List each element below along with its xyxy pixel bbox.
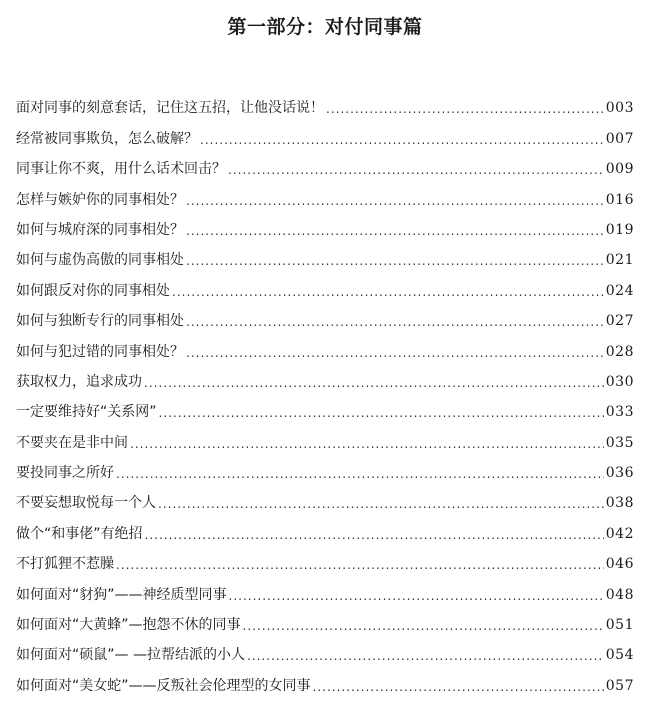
toc-page-number: 042 [605, 525, 634, 542]
toc-entry [16, 542, 634, 572]
page-title: 第一部分：对付同事篇 [227, 16, 423, 38]
toc-entry [16, 603, 634, 633]
toc-page-number: 033 [605, 404, 634, 421]
toc-entry [16, 147, 634, 177]
toc-page-number: 038 [605, 495, 634, 512]
toc-entry [16, 572, 634, 602]
toc-entry [16, 451, 634, 481]
dot-leader [313, 680, 604, 694]
toc-entry-title: 如何跟反对你的同事相处 [16, 282, 170, 299]
dot-leader [247, 649, 604, 663]
toc-entry-title: 不打狐狸不惹臊 [16, 556, 114, 573]
dot-leader [186, 224, 604, 238]
toc-entry [16, 633, 634, 663]
toc-entry [16, 511, 634, 541]
toc-page-number: 030 [605, 373, 634, 390]
dot-leader [186, 194, 604, 208]
toc-entry-title: 做个“和事佬”有绝招 [16, 525, 143, 542]
toc-entry [16, 299, 634, 329]
toc-entry-title: 如何与犯过错的同事相处？ [16, 343, 184, 360]
toc-page-number: 035 [605, 434, 634, 451]
toc-entry-title: 如何面对“大黄蜂”—抱怨不休的同事 [16, 617, 241, 634]
dot-leader [172, 285, 604, 299]
toc-entry-title: 要投同事之所好 [16, 465, 114, 482]
toc-entry [16, 86, 634, 116]
toc-entry-title: 如何面对“豺狗”——神经质型同事 [16, 586, 227, 603]
toc-entry-title: 如何与城府深的同事相处？ [16, 221, 184, 238]
dot-leader [158, 497, 604, 511]
dot-leader [229, 589, 604, 603]
dot-leader [130, 437, 604, 451]
toc-entry-title: 同事让你不爽，用什么话术回击？ [16, 161, 226, 178]
toc-entry-title: 如何面对“美女蛇”——反叛社会伦理型的女同事 [16, 677, 311, 694]
toc-entry [16, 360, 634, 390]
table-of-contents [16, 86, 634, 694]
toc-entry [16, 420, 634, 450]
toc-page-number: 048 [605, 586, 634, 603]
toc-page-number: 046 [605, 556, 634, 573]
toc-entry-title: 怎样与嫉妒你的同事相处？ [16, 191, 184, 208]
dot-leader [186, 254, 604, 268]
toc-page-number: 016 [605, 191, 634, 208]
toc-entry [16, 208, 634, 238]
toc-page-number: 021 [605, 252, 634, 269]
dot-leader [159, 406, 604, 420]
toc-page-number: 027 [605, 313, 634, 330]
toc-entry-title: 获取权力，追求成功 [16, 373, 142, 390]
toc-entry-title: 不要妄想取悦每一个人 [16, 495, 156, 512]
toc-page-number: 057 [605, 677, 634, 694]
toc-page-number: 019 [605, 221, 634, 238]
toc-entry-title: 如何与虚伪高傲的同事相处 [16, 252, 184, 269]
dot-leader [145, 528, 604, 542]
toc-entry-title: 一定要维持好“关系网” [16, 404, 157, 421]
toc-page-number: 051 [605, 617, 634, 634]
dot-leader [116, 467, 604, 481]
dot-leader [200, 133, 604, 147]
toc-entry [16, 116, 634, 146]
dot-leader [326, 102, 604, 116]
toc-entry [16, 329, 634, 359]
dot-leader [243, 619, 604, 633]
toc-entry [16, 268, 634, 298]
dot-leader [116, 558, 604, 572]
toc-entry-title: 如何面对“硕鼠”— —拉帮结派的小人 [16, 647, 245, 664]
toc-entry-title: 不要夹在是非中间 [16, 434, 128, 451]
toc-entry [16, 390, 634, 420]
toc-entry-title: 经常被同事欺负，怎么破解？ [16, 130, 198, 147]
dot-leader [186, 315, 604, 329]
toc-entry-title: 面对同事的刻意套话，记住这五招，让他没话说！ [16, 100, 324, 117]
toc-page-number: 024 [605, 282, 634, 299]
toc-entry [16, 663, 634, 693]
dot-leader [186, 346, 604, 360]
toc-entry [16, 177, 634, 207]
toc-page-number: 003 [605, 100, 634, 117]
toc-entry-title: 如何与独断专行的同事相处 [16, 313, 184, 330]
dot-leader [144, 376, 604, 390]
toc-entry [16, 481, 634, 511]
toc-entry [16, 238, 634, 268]
toc-page-number: 036 [605, 465, 634, 482]
dot-leader [228, 163, 604, 177]
toc-page-number: 054 [605, 647, 634, 664]
toc-page-number: 028 [605, 343, 634, 360]
toc-page-number: 009 [605, 161, 634, 178]
toc-page-number: 007 [605, 130, 634, 147]
